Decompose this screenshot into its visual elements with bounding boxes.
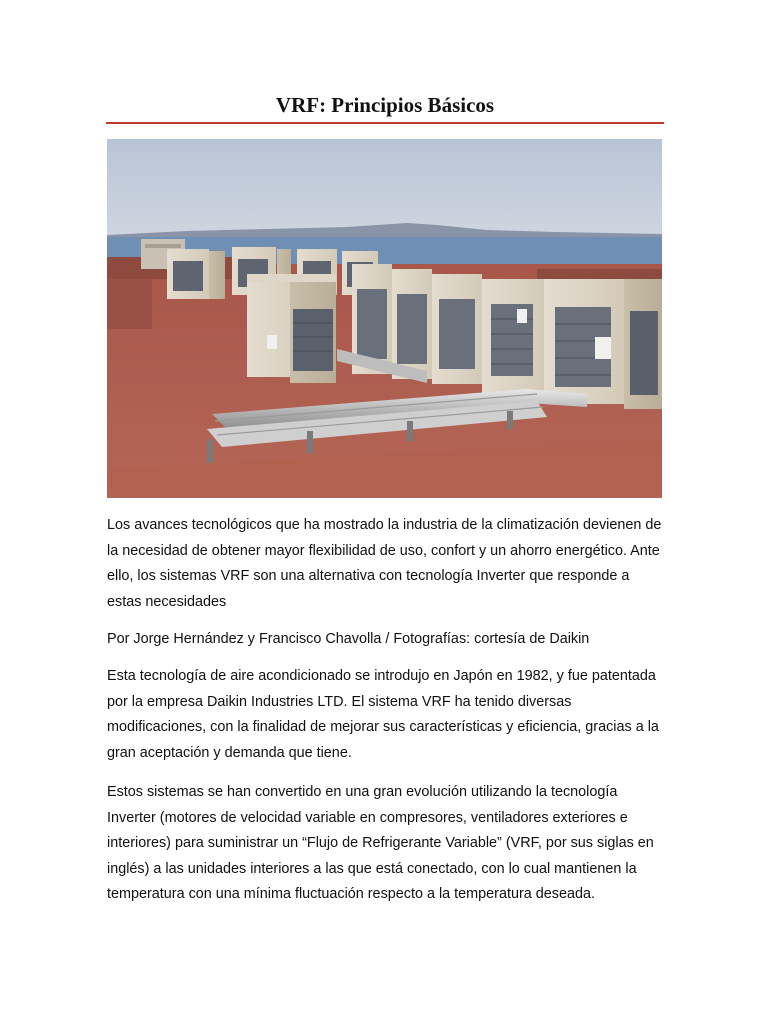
history-paragraph: Esta tecnología de aire acondicionado se introdujo en Japón en 1982, y fue patentada por la empresa Daikin Industries LTD. El sistema VRF ha tenido diversas modificaciones, con la finalidad de mejorar sus características y eficiencia, gracias a la gran aceptación y demanda que tiene. (107, 668, 659, 761)
rooftop-vrf-photo (107, 139, 662, 498)
inverter-paragraph: Estos sistemas se han convertido en una gran evolución utilizando la tecnología Inverter (motores de velocidad variable en compresores, ventiladores exteriores e interiores) para suministrar un “Flujo de Refrigerante Variable” (VRF, por sus siglas en inglés) a las unidades interiores a las que está conectado, con lo cual mantienen la temperatura con una mínima fluctuación respecto a la temperatura deseada. (107, 784, 654, 902)
byline: Por Jorge Hernández y Francisco Chavolla / Fotografías: cortesía de Daikin (107, 631, 590, 647)
title-divider (106, 122, 664, 124)
intro-paragraph: Los avances tecnológicos que ha mostrado la industria de la climatización devienen de la necesidad de obtener mayor flexibilidad de uso, confort y un ahorro energético. Ante ello, los sistemas VRF son una alternativa con tecnología Inverter que responde a estas necesidades (107, 517, 662, 610)
page-title: VRF: Principios Básicos (275, 93, 495, 117)
